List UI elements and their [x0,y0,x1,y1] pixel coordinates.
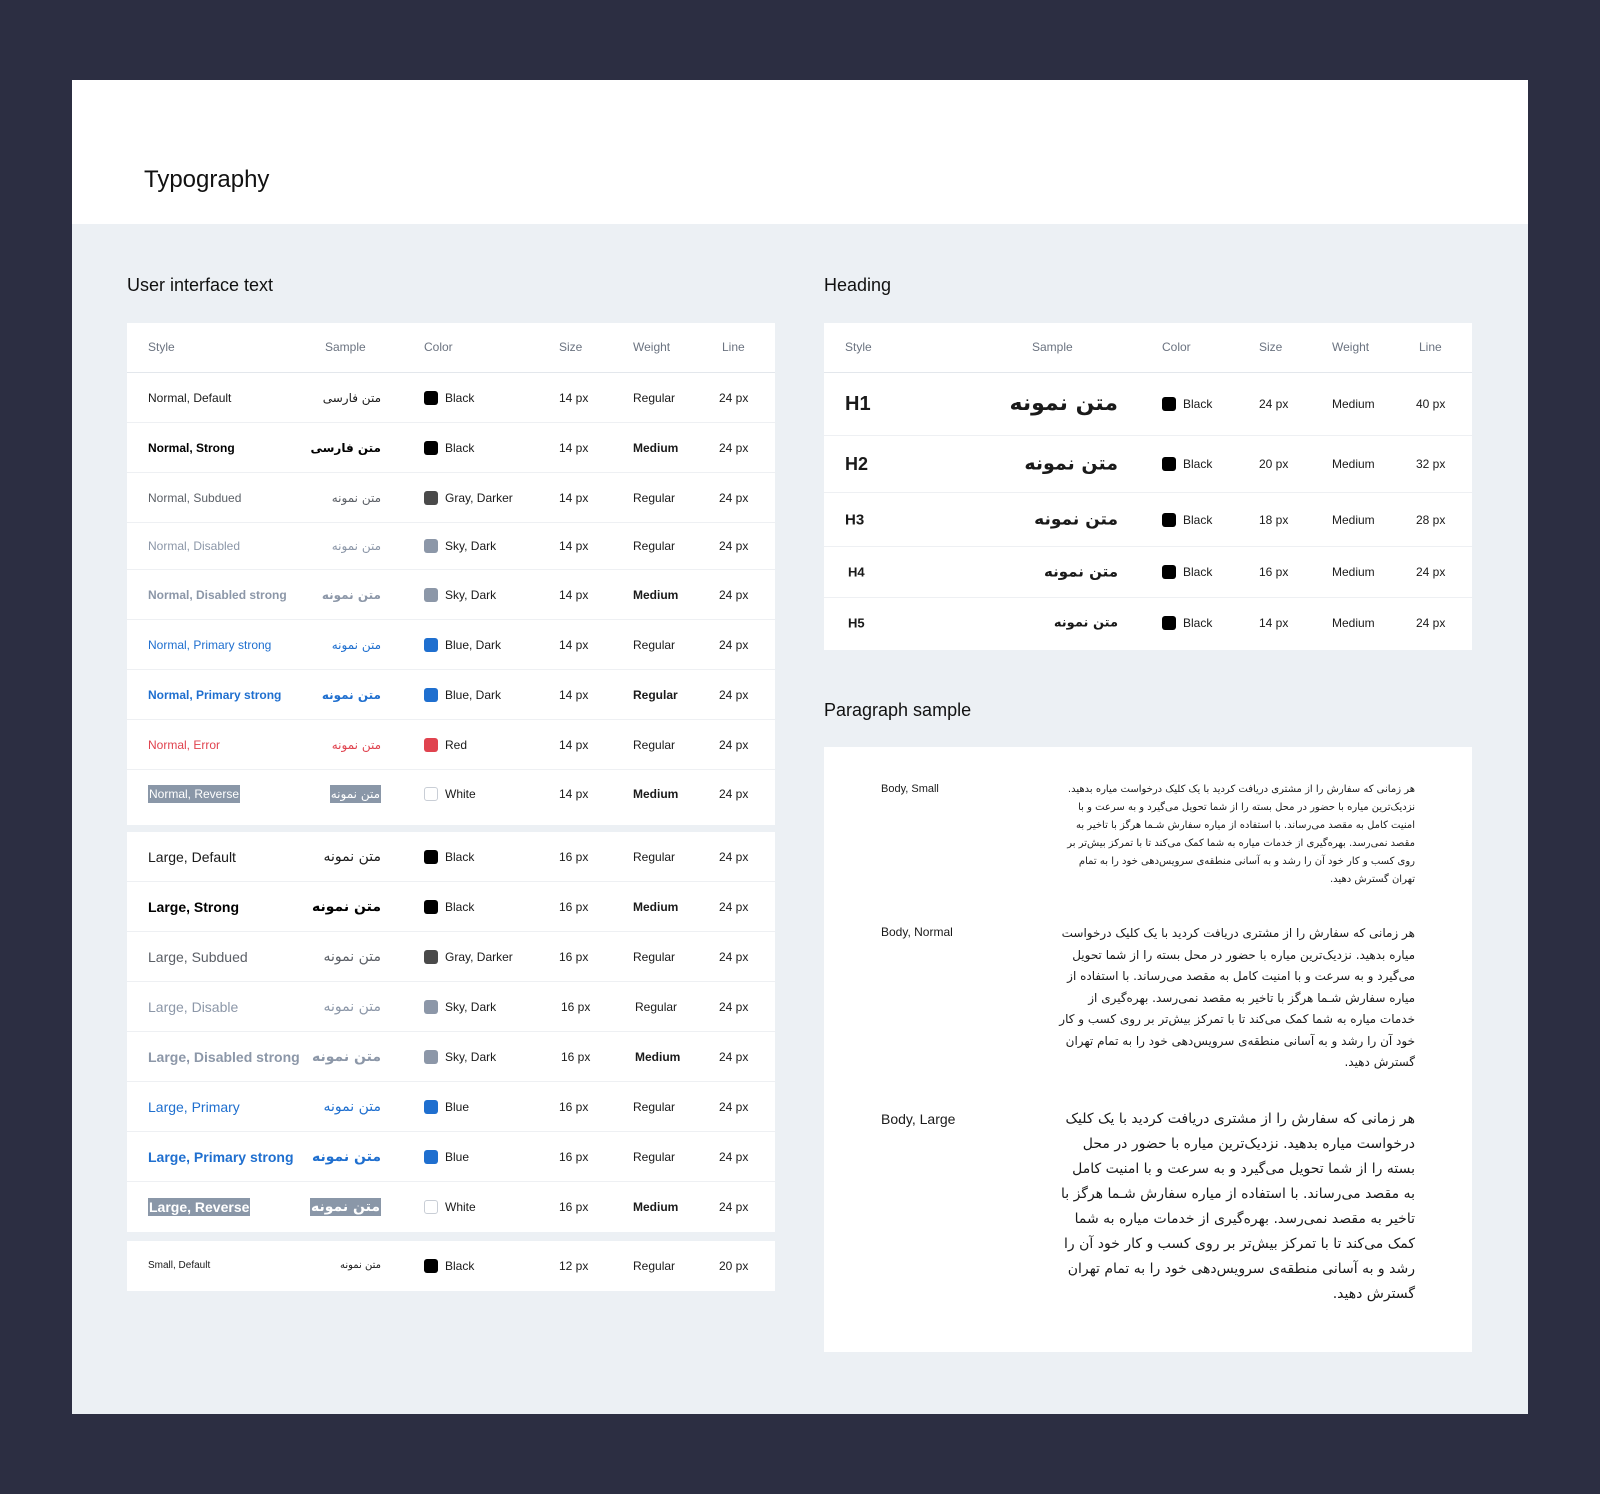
h-col-size-header: Size [1259,340,1283,354]
table-row [127,620,775,670]
line-height-value: 24 px [1416,565,1446,579]
ui-text-table-primary [127,323,775,825]
font-size-value: 18 px [1259,512,1289,527]
color-name: Sky, Dark [445,1049,497,1064]
line-height-value: 24 px [719,949,749,964]
style-name: Large, Strong [148,898,240,915]
font-size-value: 16 px [559,1149,589,1164]
font-size-value: 16 px [559,1200,589,1214]
color-name: White [445,1200,476,1214]
font-weight-value: Regular [633,1149,676,1164]
heading-section-title: Heading [824,275,892,295]
color-name: Sky, Dark [445,999,497,1014]
typography-frame [72,80,1528,1414]
color-swatch [424,688,438,702]
color-name: Blue [445,1149,470,1164]
font-size-value: 14 px [559,440,589,455]
color-swatch [1162,616,1176,630]
font-weight-value: Medium [633,1200,679,1214]
font-size-value: 16 px [559,1099,589,1114]
ui-text-section-title: User interface text [127,275,274,295]
table-row [127,982,775,1032]
font-size-value: 14 px [559,687,589,702]
line-height-value: 24 px [719,999,749,1014]
style-name: Large, Reverse [149,1199,250,1215]
line-height-value: 24 px [719,1099,749,1114]
style-name: Normal, Subdued [148,490,242,505]
line-height-value: 24 px [719,849,749,864]
sample-text: متن نمونه [331,737,381,752]
color-swatch [1162,513,1176,527]
font-weight-value: Medium [633,787,679,801]
font-weight-value: Regular [633,849,676,864]
sample-text: متن نمونه [323,948,381,965]
table-row [127,770,775,818]
paragraph-section-title: Paragraph sample [824,700,972,720]
font-size-value: 14 px [1259,616,1289,630]
table-row [127,1132,775,1182]
color-swatch [424,1050,438,1064]
color-name: Blue, Dark [445,637,502,652]
heading-style: H3 [845,511,865,528]
h-col-line-header: Line [1419,340,1442,354]
col-line-header: Line [722,340,745,354]
font-weight-value: Regular [633,637,676,652]
style-name: Normal, Primary strong [148,637,272,652]
style-name: Large, Subdued [148,948,248,965]
style-name: Normal, Default [148,390,232,405]
font-weight-value: Medium [635,1049,681,1064]
line-height-value: 24 px [719,899,749,914]
h-col-style-header: Style [845,340,872,354]
font-size-value: 14 px [559,737,589,752]
color-name: Black [445,440,475,455]
table-row [127,1241,775,1291]
line-height-value: 32 px [1416,457,1446,471]
heading-row [824,436,1472,493]
style-name: Normal, Disabled [148,539,241,553]
color-name: Black [445,849,475,864]
h-col-weight-header: Weight [1332,340,1370,354]
font-size-value: 14 px [559,787,589,801]
color-swatch [424,588,438,602]
font-size-value: 16 px [1259,565,1289,579]
style-name: Normal, Disabled strong [148,587,287,602]
color-swatch [1162,565,1176,579]
table-row [127,720,775,770]
font-weight-value: Medium [633,899,679,914]
line-height-value: 24 px [719,440,749,455]
heading-row [824,547,1472,598]
line-height-value: 20 px [719,1259,749,1273]
body-large-text: هر زمانی که سفارش را از مشتری دریافت کردید با یک کلیک درخواست میاره بدهید. نزدیک‌ترین میاره با حضور در محل بسته را از شما تحویل می‌گیرد و به سرعت و با امنیت کامل به مقصد می‌رساند. با استفاده از میاره سفارش شـما هرگز با تاخیر به مقصد نمی‌رسد. بهره‌گیری از خدمات میاره به شما کمک می‌کند تا با تمرکز بیش‌تر بر روی کسب و کار خود آن را رشد و به آسانی منطقه‌ی سرویس‌دهی خود را به تمام تهران گسترش دهید. [1060,1111,1415,1302]
line-height-value: 24 px [719,1049,749,1064]
line-height-value: 24 px [1416,616,1446,630]
font-weight-value: Regular [633,687,678,702]
col-color-header: Color [424,340,453,354]
color-swatch [424,1000,438,1014]
line-height-value: 24 px [719,687,749,702]
line-height-value: 24 px [719,390,749,405]
font-size-value: 16 px [559,849,589,864]
body-small-label: Body, Small [881,783,939,795]
heading-style: H4 [848,564,865,580]
style-name: Large, Default [148,848,236,865]
table-row [127,423,775,473]
line-height-value: 24 px [719,587,749,602]
sample-text: متن نمونه [331,539,381,553]
font-weight-value: Medium [1332,457,1375,471]
style-name: Normal, Reverse [149,787,240,801]
style-name: Large, Primary [148,1098,240,1115]
color-name: Black [1183,512,1213,527]
paragraph-card [824,747,1472,1352]
style-name: Large, Primary strong [148,1148,294,1165]
font-size-value: 12 px [559,1259,589,1273]
sample-text: متن نمونه [321,687,381,702]
h-col-sample-header: Sample [1032,340,1073,354]
body-large-label: Body, Large [881,1111,956,1127]
color-swatch [1162,457,1176,471]
font-size-value: 20 px [1259,457,1289,471]
heading-table-header [824,323,1472,373]
font-weight-value: Medium [1332,616,1375,630]
style-name: Normal, Primary strong [148,687,282,702]
color-name: Sky, Dark [445,539,497,553]
color-name: Blue, Dark [445,687,502,702]
table-row [127,570,775,620]
col-style-header: Style [148,340,175,354]
style-name: Normal, Strong [148,440,235,455]
table-row [127,373,775,423]
font-weight-value: Medium [1332,512,1375,527]
color-swatch [424,441,438,455]
table-row [127,473,775,523]
font-size-value: 14 px [559,390,589,405]
heading-style: H5 [848,615,865,631]
color-name: Blue [445,1099,470,1114]
font-size-value: 16 px [559,899,589,914]
line-height-value: 24 px [719,539,749,553]
font-weight-value: Regular [633,390,676,405]
ui-text-table-header [127,323,775,373]
sample-text: متن نمونه [311,898,381,915]
font-weight-value: Regular [633,1259,676,1273]
line-height-value: 28 px [1416,512,1446,527]
font-size-value: 14 px [559,587,589,602]
sample-text: متن فارسی [310,440,381,455]
page-title: Typography [144,166,270,193]
line-height-value: 24 px [719,637,749,652]
color-name: Black [1183,616,1213,630]
color-name: Black [445,1259,475,1273]
heading-row [824,373,1472,436]
sample-text: متن نمونه [323,1098,381,1115]
heading-sample: متن نمونه [1009,391,1118,416]
line-height-value: 24 px [719,1200,749,1214]
font-size-value: 24 px [1259,397,1289,411]
sample-text: متن نمونه [331,490,381,505]
font-size-value: 14 px [559,539,589,553]
color-swatch [424,850,438,864]
color-swatch [424,787,438,801]
heading-sample: متن نمونه [1034,509,1118,529]
font-size-value: 16 px [561,999,591,1014]
font-size-value: 14 px [559,637,589,652]
color-name: Black [445,390,475,405]
table-row [127,832,775,882]
sample-text: متن نمونه [339,1260,381,1271]
sample-text: متن نمونه [321,587,381,602]
heading-style: H1 [845,393,871,415]
style-name: Large, Disabled strong [148,1048,300,1065]
table-row [127,523,775,570]
color-name: Black [1183,397,1213,411]
table-row [127,932,775,982]
color-swatch [424,638,438,652]
heading-row [824,598,1472,648]
table-row [127,670,775,720]
table-row [127,1182,775,1232]
h-col-color-header: Color [1162,340,1191,354]
font-weight-value: Medium [1332,397,1375,411]
font-weight-value: Regular [633,737,676,752]
color-swatch [424,1100,438,1114]
font-weight-value: Regular [633,539,676,553]
color-name: White [445,787,476,801]
body-small-text: هر زمانی که سفارش را از مشتری دریافت کردید با یک کلیک درخواست میاره بدهید. نزدیک‌ترین میاره با حضور در محل بسته را از شما تحویل می‌گیرد و به سرعت و با امنیت کامل به مقصد می‌رساند. با استفاده از میاره سفارش شـما هرگز با تاخیر به مقصد نمی‌رسد. بهره‌گیری از خدمات میاره به شما کمک می‌کند تا با تمرکز بیش‌تر بر روی کسب و کار خود آن را رشد و به آسانی منطقه‌ی سرویس‌دهی خود را به تمام تهران گسترش دهید. [1067,784,1415,885]
font-weight-value: Regular [633,1099,676,1114]
font-weight-value: Regular [635,999,678,1014]
line-height-value: 24 px [719,1149,749,1164]
color-swatch [424,1200,438,1214]
sample-text: متن نمونه [330,787,380,801]
heading-sample: متن نمونه [1024,452,1118,475]
color-name: Black [1183,565,1213,579]
col-sample-header: Sample [325,340,366,354]
heading-sample: متن نمونه [1044,562,1118,581]
color-swatch [424,491,438,505]
color-swatch [424,1259,438,1273]
col-size-header: Size [559,340,583,354]
sample-text: متن نمونه [310,1199,380,1215]
color-name: Sky, Dark [445,587,497,602]
heading-style: H2 [845,454,869,474]
heading-row [824,493,1472,547]
sample-text: متن فارسی [322,390,381,405]
heading-sample: متن نمونه [1053,615,1118,631]
color-name: Gray, Darker [445,490,513,505]
style-name: Normal, Error [148,737,221,752]
col-weight-header: Weight [633,340,671,354]
font-weight-value: Medium [633,440,679,455]
body-normal-label: Body, Normal [881,925,953,939]
font-size-value: 16 px [561,1049,591,1064]
color-swatch [424,900,438,914]
sample-text: متن نمونه [323,998,381,1015]
sample-text: متن نمونه [311,1048,381,1065]
color-name: Gray, Darker [445,949,513,964]
style-name: Small, Default [148,1260,211,1271]
heading-table [824,323,1472,650]
sample-text: متن نمونه [323,848,381,865]
color-swatch [424,1150,438,1164]
table-row [127,882,775,932]
line-height-value: 40 px [1416,397,1446,411]
color-swatch [424,950,438,964]
body-normal-text: هر زمانی که سفارش را از مشتری دریافت کردید با یک کلیک درخواست میاره بدهید. نزدیک‌ترین میاره با حضور در محل بسته را از شما تحویل می‌گیرد و به سرعت و با امنیت کامل به مقصد می‌رساند. با استفاده از میاره سفارش شـما هرگز با تاخیر به مقصد نمی‌رسد. بهره‌گیری از خدمات میاره به شما کمک می‌کند تا با تمرکز بیش‌تر بر روی کسب و کار خود آن را رشد و به آسانی منطقه‌ی سرویس‌دهی خود را به تمام تهران گسترش دهید. [1059,926,1415,1069]
style-name: Large, Disable [148,998,239,1015]
line-height-value: 24 px [719,490,749,505]
ui-text-table-small [127,1241,775,1291]
color-swatch [424,391,438,405]
color-name: Red [445,737,468,752]
color-name: Black [445,899,475,914]
color-swatch [424,738,438,752]
line-height-value: 24 px [719,737,749,752]
font-weight-value: Regular [633,490,676,505]
color-name: Black [1183,457,1213,471]
sample-text: متن نمونه [331,637,381,652]
font-weight-value: Medium [1332,565,1375,579]
line-height-value: 24 px [719,787,749,801]
font-size-value: 14 px [559,490,589,505]
color-swatch [424,539,438,553]
table-row [127,1032,775,1082]
frame-header [72,80,1528,224]
color-swatch [1162,397,1176,411]
font-weight-value: Medium [633,587,679,602]
font-size-value: 16 px [559,949,589,964]
font-weight-value: Regular [633,949,676,964]
table-row [127,1082,775,1132]
ui-text-table-large [127,832,775,1232]
sample-text: متن نمونه [311,1148,381,1165]
